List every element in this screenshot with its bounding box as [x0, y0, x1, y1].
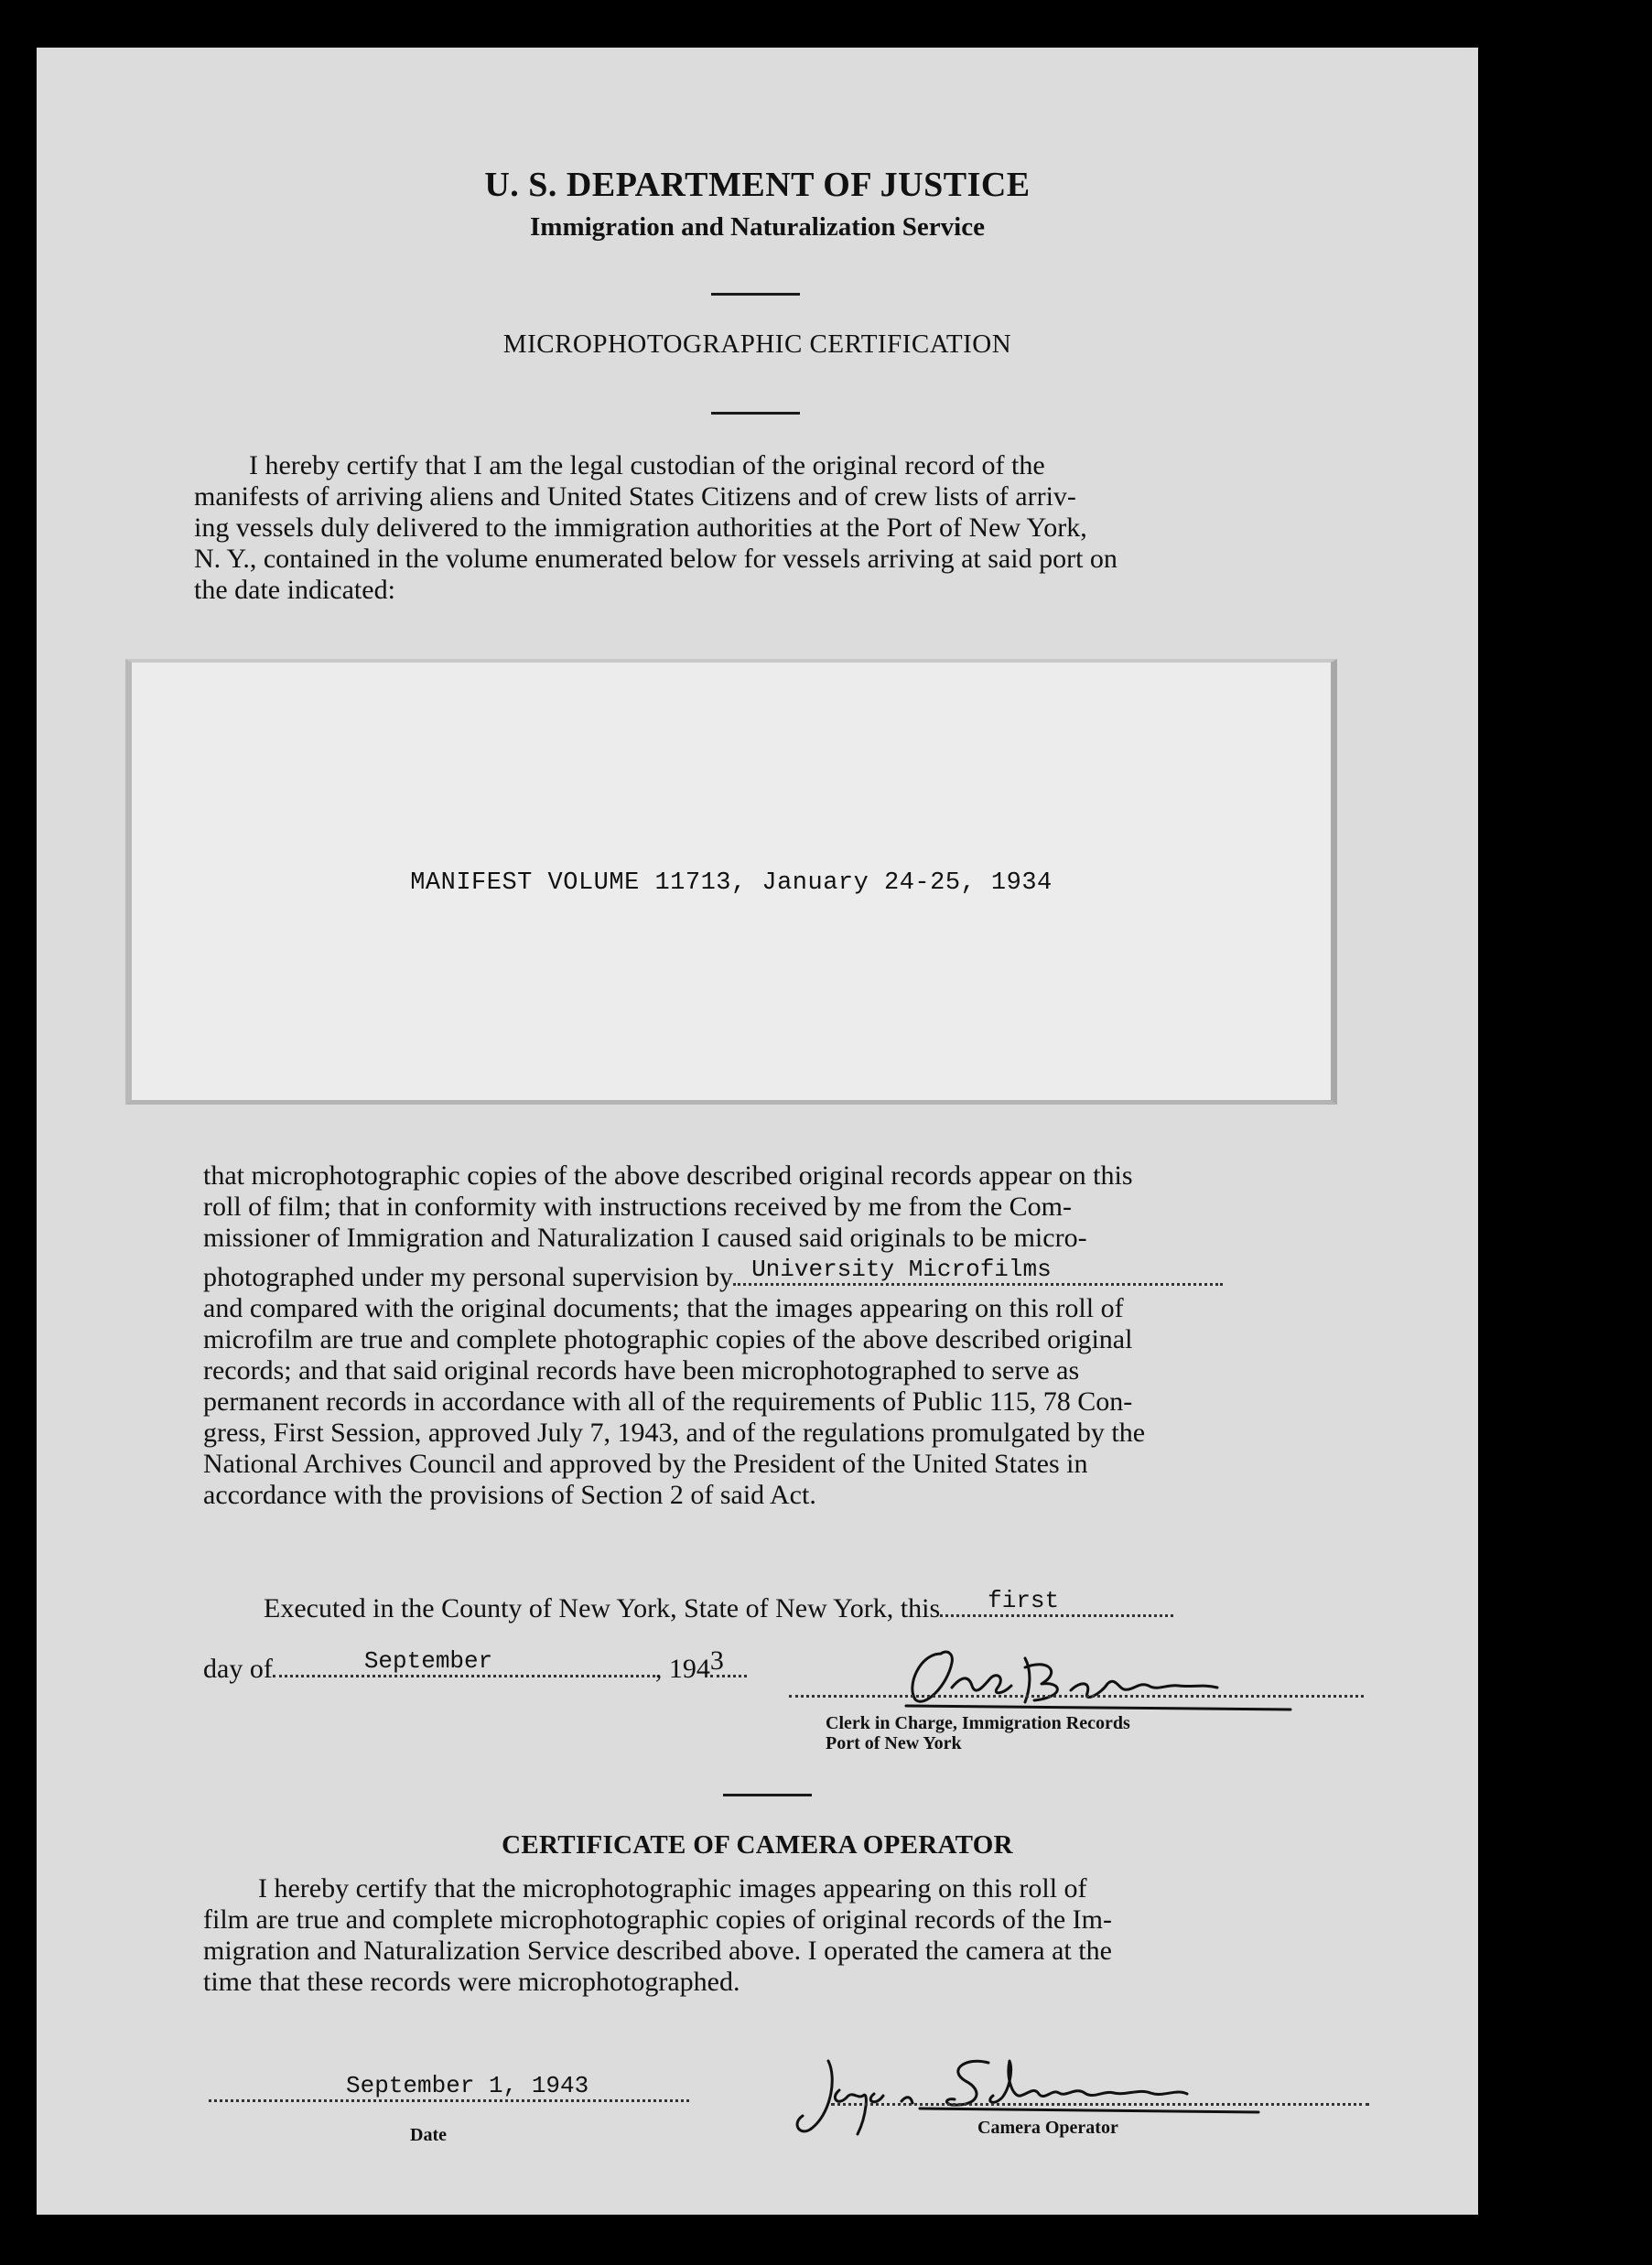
certification-title: MICROPHOTOGRAPHIC CERTIFICATION — [502, 329, 1012, 359]
supervisor-value: University Microfilms — [751, 1256, 1052, 1283]
text-line: ing vessels duly delivered to the immigration authorities at the Port of New York, — [194, 512, 1087, 543]
service-subheading: Immigration and Naturalization Service — [530, 212, 985, 242]
intro-paragraph — [194, 450, 1358, 606]
text-line: N. Y., contained in the volume enumerated below for vessels arriving at said port on — [194, 544, 1118, 574]
text-line: microfilm are true and complete photographic copies of the above described original — [203, 1324, 1133, 1354]
date-value: September 1, 1943 — [346, 2072, 589, 2099]
manifest-card — [125, 659, 1337, 1105]
text-line: and compared with the original documents; that the images appearing on this roll of — [203, 1293, 1124, 1323]
month-field — [273, 1647, 655, 1677]
body-paragraph — [203, 1160, 1367, 1511]
text-line — [203, 1256, 1367, 1293]
supervisor-field — [733, 1256, 1223, 1286]
divider — [711, 293, 800, 296]
day-of-label: day of — [203, 1654, 273, 1684]
operator-signature-line — [831, 2103, 1369, 2106]
text-line: I hereby certify that the microphotographic images appearing on this roll of — [258, 1873, 1087, 1904]
document-page — [37, 48, 1478, 2215]
supervision-prefix: photographed under my personal supervision by — [203, 1262, 734, 1292]
operator-label: Camera Operator — [977, 2118, 1118, 2138]
clerk-port-line: Port of New York — [826, 1733, 962, 1753]
text-line: film are true and complete microphotographic copies of original records of the Im- — [203, 1904, 1112, 1935]
date-line — [203, 1645, 844, 1685]
text-line: gress, First Session, approved July 7, 1943, and of the regulations promulgated by the — [203, 1418, 1146, 1448]
day-field — [940, 1587, 1173, 1617]
camera-paragraph — [203, 1873, 1367, 1998]
clerk-title-line: Clerk in Charge, Immigration Records — [826, 1713, 1130, 1733]
year-digit: 3 — [709, 1645, 724, 1676]
text-line: migration and Naturalization Service described above. I operated the camera at the — [203, 1936, 1112, 1966]
clerk-title — [826, 1713, 1130, 1753]
day-value: first — [988, 1587, 1060, 1614]
text-line: time that these records were microphotographed. — [203, 1967, 740, 1997]
year-field — [709, 1645, 747, 1677]
divider — [711, 412, 800, 415]
department-heading: U. S. DEPARTMENT OF JUSTICE — [484, 166, 1031, 204]
text-line: the date indicated: — [194, 575, 395, 605]
text-line: missioner of Immigration and Naturalization I caused said originals to be micro- — [203, 1223, 1087, 1253]
manifest-volume-text: MANIFEST VOLUME 11713, January 24-25, 1934 — [410, 869, 1053, 897]
month-value: September — [363, 1647, 493, 1675]
text-line: accordance with the provisions of Section 2 of said Act. — [203, 1480, 816, 1510]
executed-prefix: Executed in the County of New York, State of New York, this — [264, 1593, 941, 1623]
date-label: Date — [410, 2125, 447, 2145]
divider — [723, 1794, 812, 1796]
camera-certificate-title: CERTIFICATE OF CAMERA OPERATOR — [502, 1830, 1013, 1860]
text-line: National Archives Council and approved by the President of the United States in — [203, 1449, 1088, 1479]
text-line: records; and that said original records have been microphotographed to serve as — [203, 1355, 1080, 1386]
text-line: permanent records in accordance with all of the requirements of Public 115, 78 Con- — [203, 1386, 1133, 1417]
text-line: manifests of arriving aliens and United States Citizens and of crew lists of arriv- — [194, 481, 1076, 512]
year-prefix: , 194 — [654, 1654, 710, 1684]
text-line: I hereby certify that I am the legal custodian of the original record of the — [249, 450, 1045, 480]
text-line: that microphotographic copies of the above described original records appear on this — [203, 1160, 1133, 1191]
executed-line — [264, 1587, 1371, 1624]
text-line: roll of film; that in conformity with instructions received by me from the Com- — [203, 1192, 1072, 1222]
date-field — [209, 2072, 689, 2102]
clerk-signature — [888, 1631, 1309, 1718]
clerk-signature-line — [789, 1695, 1364, 1698]
